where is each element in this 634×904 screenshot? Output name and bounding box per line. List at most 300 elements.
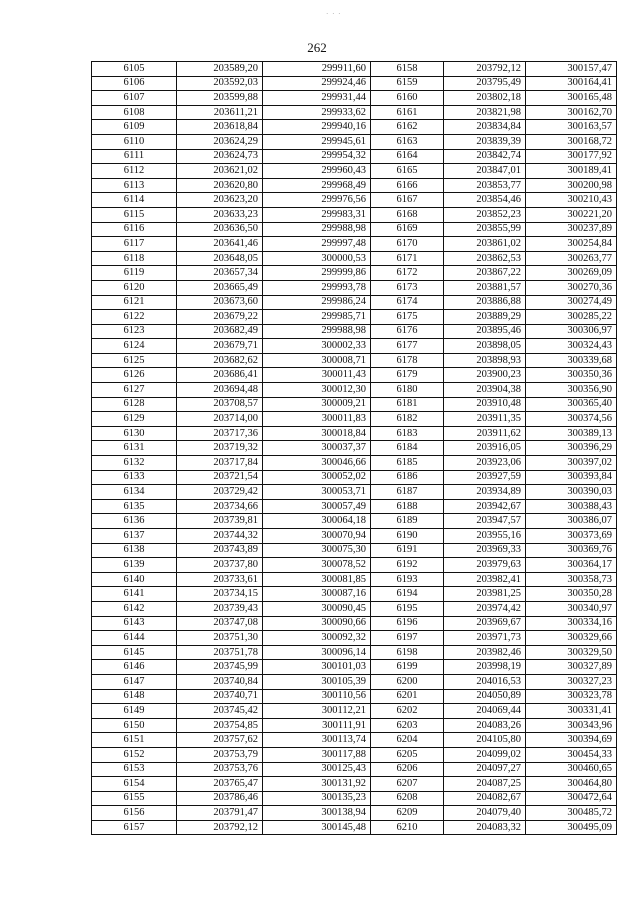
y-coordinate-cell: 300393,84 (526, 470, 617, 485)
y-coordinate-cell: 300327,89 (526, 660, 617, 675)
x-coordinate-cell: 203599,88 (177, 91, 263, 106)
x-coordinate-cell: 203904,38 (444, 383, 526, 398)
table-row (92, 485, 617, 500)
y-coordinate-cell: 299940,16 (263, 120, 371, 135)
y-coordinate-cell: 300081,85 (263, 572, 371, 587)
x-coordinate-cell: 203852,23 (444, 207, 526, 222)
x-coordinate-cell: 203802,18 (444, 91, 526, 106)
x-coordinate-cell: 203747,08 (177, 616, 263, 631)
x-coordinate-cell: 203734,66 (177, 499, 263, 514)
y-coordinate-cell: 300177,92 (526, 149, 617, 164)
table-row (92, 353, 617, 368)
y-coordinate-cell: 300397,02 (526, 456, 617, 471)
x-coordinate-cell: 203714,00 (177, 412, 263, 427)
x-coordinate-cell: 203981,25 (444, 587, 526, 602)
x-coordinate-cell: 203721,54 (177, 470, 263, 485)
point-number-cell: 6205 (371, 747, 444, 762)
table-row (92, 470, 617, 485)
y-coordinate-cell: 300324,43 (526, 339, 617, 354)
table-row (92, 587, 617, 602)
y-coordinate-cell: 299988,98 (263, 222, 371, 237)
point-number-cell: 6191 (371, 543, 444, 558)
point-number-cell: 6127 (92, 383, 177, 398)
y-coordinate-cell: 300189,41 (526, 164, 617, 179)
point-number-cell: 6203 (371, 718, 444, 733)
y-coordinate-cell: 300008,71 (263, 353, 371, 368)
x-coordinate-cell: 203665,49 (177, 280, 263, 295)
y-coordinate-cell: 300339,68 (526, 353, 617, 368)
y-coordinate-cell: 300057,49 (263, 499, 371, 514)
table-row (92, 237, 617, 252)
y-coordinate-cell: 300009,21 (263, 397, 371, 412)
table-row (92, 529, 617, 544)
y-coordinate-cell: 300070,94 (263, 529, 371, 544)
table-row (92, 747, 617, 762)
x-coordinate-cell: 203729,42 (177, 485, 263, 500)
table-row (92, 499, 617, 514)
point-number-cell: 6184 (371, 441, 444, 456)
x-coordinate-cell: 203969,33 (444, 543, 526, 558)
y-coordinate-cell: 300090,45 (263, 601, 371, 616)
x-coordinate-cell: 203927,59 (444, 470, 526, 485)
point-number-cell: 6176 (371, 324, 444, 339)
x-coordinate-cell: 203947,57 (444, 514, 526, 529)
x-coordinate-cell: 203739,43 (177, 601, 263, 616)
y-coordinate-cell: 300343,96 (526, 718, 617, 733)
point-number-cell: 6173 (371, 280, 444, 295)
point-number-cell: 6141 (92, 587, 177, 602)
y-coordinate-cell: 300012,30 (263, 383, 371, 398)
point-number-cell: 6119 (92, 266, 177, 281)
point-number-cell: 6142 (92, 601, 177, 616)
scan-speck: · · · (326, 10, 342, 18)
y-coordinate-cell: 300329,66 (526, 631, 617, 646)
x-coordinate-cell: 203717,84 (177, 456, 263, 471)
y-coordinate-cell: 299993,78 (263, 280, 371, 295)
y-coordinate-cell: 300472,64 (526, 791, 617, 806)
point-number-cell: 6111 (92, 149, 177, 164)
table-row (92, 412, 617, 427)
x-coordinate-cell: 203854,46 (444, 193, 526, 208)
x-coordinate-cell: 203898,05 (444, 339, 526, 354)
table-row (92, 674, 617, 689)
y-coordinate-cell: 300340,97 (526, 601, 617, 616)
table-row (92, 791, 617, 806)
y-coordinate-cell: 300388,43 (526, 499, 617, 514)
point-number-cell: 6162 (371, 120, 444, 135)
point-number-cell: 6131 (92, 441, 177, 456)
x-coordinate-cell: 203648,05 (177, 251, 263, 266)
y-coordinate-cell: 299997,48 (263, 237, 371, 252)
x-coordinate-cell: 203834,84 (444, 120, 526, 135)
x-coordinate-cell: 203765,47 (177, 777, 263, 792)
point-number-cell: 6167 (371, 193, 444, 208)
x-coordinate-cell: 203682,49 (177, 324, 263, 339)
y-coordinate-cell: 300327,23 (526, 674, 617, 689)
point-number-cell: 6121 (92, 295, 177, 310)
x-coordinate-cell: 203679,71 (177, 339, 263, 354)
point-number-cell: 6120 (92, 280, 177, 295)
point-number-cell: 6154 (92, 777, 177, 792)
y-coordinate-cell: 300386,07 (526, 514, 617, 529)
x-coordinate-cell: 203861,02 (444, 237, 526, 252)
x-coordinate-cell: 203682,62 (177, 353, 263, 368)
table-row (92, 266, 617, 281)
x-coordinate-cell: 203633,23 (177, 207, 263, 222)
y-coordinate-cell: 299983,31 (263, 207, 371, 222)
point-number-cell: 6172 (371, 266, 444, 281)
x-coordinate-cell: 203821,98 (444, 105, 526, 120)
x-coordinate-cell: 203694,48 (177, 383, 263, 398)
table-row (92, 310, 617, 325)
table-row (92, 91, 617, 106)
table-row (92, 76, 617, 91)
point-number-cell: 6146 (92, 660, 177, 675)
y-coordinate-cell: 300373,69 (526, 529, 617, 544)
table-row (92, 383, 617, 398)
x-coordinate-cell: 204016,53 (444, 674, 526, 689)
table-row (92, 660, 617, 675)
y-coordinate-cell: 299931,44 (263, 91, 371, 106)
x-coordinate-cell: 203911,35 (444, 412, 526, 427)
point-number-cell: 6200 (371, 674, 444, 689)
y-coordinate-cell: 300046,66 (263, 456, 371, 471)
y-coordinate-cell: 300460,65 (526, 762, 617, 777)
x-coordinate-cell: 203753,79 (177, 747, 263, 762)
x-coordinate-cell: 203955,16 (444, 529, 526, 544)
x-coordinate-cell: 203717,36 (177, 426, 263, 441)
x-coordinate-cell: 204087,25 (444, 777, 526, 792)
table-row (92, 368, 617, 383)
y-coordinate-cell: 300350,36 (526, 368, 617, 383)
point-number-cell: 6106 (92, 76, 177, 91)
point-number-cell: 6166 (371, 178, 444, 193)
point-number-cell: 6132 (92, 456, 177, 471)
x-coordinate-cell: 203969,67 (444, 616, 526, 631)
x-coordinate-cell: 203623,20 (177, 193, 263, 208)
point-number-cell: 6194 (371, 587, 444, 602)
coordinates-table (91, 61, 617, 835)
table-row (92, 514, 617, 529)
x-coordinate-cell: 203733,61 (177, 572, 263, 587)
x-coordinate-cell: 203636,50 (177, 222, 263, 237)
point-number-cell: 6107 (92, 91, 177, 106)
y-coordinate-cell: 300389,13 (526, 426, 617, 441)
y-coordinate-cell: 299976,56 (263, 193, 371, 208)
point-number-cell: 6208 (371, 791, 444, 806)
y-coordinate-cell: 300163,57 (526, 120, 617, 135)
point-number-cell: 6187 (371, 485, 444, 500)
x-coordinate-cell: 203589,20 (177, 62, 263, 77)
point-number-cell: 6110 (92, 134, 177, 149)
point-number-cell: 6207 (371, 777, 444, 792)
point-number-cell: 6160 (371, 91, 444, 106)
y-coordinate-cell: 299945,61 (263, 134, 371, 149)
table-row (92, 718, 617, 733)
point-number-cell: 6174 (371, 295, 444, 310)
point-number-cell: 6112 (92, 164, 177, 179)
y-coordinate-cell: 299933,62 (263, 105, 371, 120)
y-coordinate-cell: 300113,74 (263, 733, 371, 748)
y-coordinate-cell: 300254,84 (526, 237, 617, 252)
y-coordinate-cell: 300110,56 (263, 689, 371, 704)
point-number-cell: 6147 (92, 674, 177, 689)
x-coordinate-cell: 203611,21 (177, 105, 263, 120)
x-coordinate-cell: 203942,67 (444, 499, 526, 514)
table-row (92, 762, 617, 777)
y-coordinate-cell: 299986,24 (263, 295, 371, 310)
x-coordinate-cell: 203673,60 (177, 295, 263, 310)
y-coordinate-cell: 299960,43 (263, 164, 371, 179)
y-coordinate-cell: 299988,98 (263, 324, 371, 339)
point-number-cell: 6183 (371, 426, 444, 441)
y-coordinate-cell: 300090,66 (263, 616, 371, 631)
point-number-cell: 6210 (371, 820, 444, 835)
y-coordinate-cell: 300105,39 (263, 674, 371, 689)
y-coordinate-cell: 300200,98 (526, 178, 617, 193)
y-coordinate-cell: 300394,69 (526, 733, 617, 748)
x-coordinate-cell: 203792,12 (444, 62, 526, 77)
x-coordinate-cell: 203734,15 (177, 587, 263, 602)
y-coordinate-cell: 300002,33 (263, 339, 371, 354)
y-coordinate-cell: 300369,76 (526, 543, 617, 558)
point-number-cell: 6170 (371, 237, 444, 252)
x-coordinate-cell: 203923,06 (444, 456, 526, 471)
point-number-cell: 6144 (92, 631, 177, 646)
x-coordinate-cell: 203744,32 (177, 529, 263, 544)
y-coordinate-cell: 300390,03 (526, 485, 617, 500)
point-number-cell: 6199 (371, 660, 444, 675)
point-number-cell: 6134 (92, 485, 177, 500)
point-number-cell: 6175 (371, 310, 444, 325)
point-number-cell: 6117 (92, 237, 177, 252)
table-row (92, 689, 617, 704)
y-coordinate-cell: 300274,49 (526, 295, 617, 310)
table-row (92, 134, 617, 149)
table-row (92, 631, 617, 646)
point-number-cell: 6192 (371, 558, 444, 573)
point-number-cell: 6128 (92, 397, 177, 412)
x-coordinate-cell: 203998,19 (444, 660, 526, 675)
y-coordinate-cell: 299999,86 (263, 266, 371, 281)
y-coordinate-cell: 300064,18 (263, 514, 371, 529)
table-row (92, 222, 617, 237)
point-number-cell: 6189 (371, 514, 444, 529)
point-number-cell: 6136 (92, 514, 177, 529)
y-coordinate-cell: 300011,83 (263, 412, 371, 427)
point-number-cell: 6180 (371, 383, 444, 398)
point-number-cell: 6118 (92, 251, 177, 266)
table-row (92, 820, 617, 835)
y-coordinate-cell: 299954,32 (263, 149, 371, 164)
table-row (92, 601, 617, 616)
table-row (92, 164, 617, 179)
y-coordinate-cell: 300164,41 (526, 76, 617, 91)
point-number-cell: 6198 (371, 645, 444, 660)
x-coordinate-cell: 203847,01 (444, 164, 526, 179)
y-coordinate-cell: 300037,37 (263, 441, 371, 456)
x-coordinate-cell: 204099,02 (444, 747, 526, 762)
y-coordinate-cell: 300087,16 (263, 587, 371, 602)
point-number-cell: 6177 (371, 339, 444, 354)
y-coordinate-cell: 300464,80 (526, 777, 617, 792)
table-row (92, 733, 617, 748)
point-number-cell: 6202 (371, 704, 444, 719)
table-row (92, 339, 617, 354)
y-coordinate-cell: 300396,29 (526, 441, 617, 456)
x-coordinate-cell: 203791,47 (177, 806, 263, 821)
point-number-cell: 6188 (371, 499, 444, 514)
table-row (92, 105, 617, 120)
table-row (92, 645, 617, 660)
point-number-cell: 6196 (371, 616, 444, 631)
table-row (92, 149, 617, 164)
point-number-cell: 6113 (92, 178, 177, 193)
point-number-cell: 6153 (92, 762, 177, 777)
point-number-cell: 6186 (371, 470, 444, 485)
x-coordinate-cell: 204079,40 (444, 806, 526, 821)
x-coordinate-cell: 203979,63 (444, 558, 526, 573)
y-coordinate-cell: 300358,73 (526, 572, 617, 587)
x-coordinate-cell: 203679,22 (177, 310, 263, 325)
y-coordinate-cell: 300221,20 (526, 207, 617, 222)
x-coordinate-cell: 203745,99 (177, 660, 263, 675)
y-coordinate-cell: 300334,16 (526, 616, 617, 631)
y-coordinate-cell: 300495,09 (526, 820, 617, 835)
x-coordinate-cell: 203974,42 (444, 601, 526, 616)
y-coordinate-cell: 300350,28 (526, 587, 617, 602)
y-coordinate-cell: 300111,91 (263, 718, 371, 733)
x-coordinate-cell: 203624,29 (177, 134, 263, 149)
x-coordinate-cell: 203898,93 (444, 353, 526, 368)
point-number-cell: 6190 (371, 529, 444, 544)
y-coordinate-cell: 300112,21 (263, 704, 371, 719)
point-number-cell: 6185 (371, 456, 444, 471)
y-coordinate-cell: 300165,48 (526, 91, 617, 106)
table-row (92, 178, 617, 193)
x-coordinate-cell: 204082,67 (444, 791, 526, 806)
y-coordinate-cell: 300454,33 (526, 747, 617, 762)
y-coordinate-cell: 300356,90 (526, 383, 617, 398)
y-coordinate-cell: 300331,41 (526, 704, 617, 719)
table-row (92, 456, 617, 471)
x-coordinate-cell: 203620,80 (177, 178, 263, 193)
table-row (92, 572, 617, 587)
y-coordinate-cell: 300075,30 (263, 543, 371, 558)
x-coordinate-cell: 203911,62 (444, 426, 526, 441)
x-coordinate-cell: 203686,41 (177, 368, 263, 383)
y-coordinate-cell: 300052,02 (263, 470, 371, 485)
point-number-cell: 6195 (371, 601, 444, 616)
x-coordinate-cell: 203751,78 (177, 645, 263, 660)
table-row (92, 62, 617, 77)
point-number-cell: 6148 (92, 689, 177, 704)
y-coordinate-cell: 300157,47 (526, 62, 617, 77)
point-number-cell: 6130 (92, 426, 177, 441)
x-coordinate-cell: 203751,30 (177, 631, 263, 646)
x-coordinate-cell: 203792,12 (177, 820, 263, 835)
x-coordinate-cell: 203743,89 (177, 543, 263, 558)
x-coordinate-cell: 203757,62 (177, 733, 263, 748)
table-row (92, 207, 617, 222)
point-number-cell: 6108 (92, 105, 177, 120)
point-number-cell: 6149 (92, 704, 177, 719)
x-coordinate-cell: 203862,53 (444, 251, 526, 266)
x-coordinate-cell: 203855,99 (444, 222, 526, 237)
x-coordinate-cell: 203641,46 (177, 237, 263, 252)
table-row (92, 397, 617, 412)
point-number-cell: 6125 (92, 353, 177, 368)
x-coordinate-cell: 203900,23 (444, 368, 526, 383)
x-coordinate-cell: 203886,88 (444, 295, 526, 310)
x-coordinate-cell: 203740,84 (177, 674, 263, 689)
y-coordinate-cell: 300011,43 (263, 368, 371, 383)
y-coordinate-cell: 300374,56 (526, 412, 617, 427)
point-number-cell: 6161 (371, 105, 444, 120)
y-coordinate-cell: 300078,52 (263, 558, 371, 573)
point-number-cell: 6124 (92, 339, 177, 354)
point-number-cell: 6129 (92, 412, 177, 427)
y-coordinate-cell: 300053,71 (263, 485, 371, 500)
point-number-cell: 6158 (371, 62, 444, 77)
x-coordinate-cell: 203881,57 (444, 280, 526, 295)
x-coordinate-cell: 203592,03 (177, 76, 263, 91)
point-number-cell: 6164 (371, 149, 444, 164)
table-row (92, 120, 617, 135)
y-coordinate-cell: 300329,50 (526, 645, 617, 660)
point-number-cell: 6201 (371, 689, 444, 704)
point-number-cell: 6138 (92, 543, 177, 558)
y-coordinate-cell: 300168,72 (526, 134, 617, 149)
page-number: 262 (307, 40, 327, 55)
point-number-cell: 6168 (371, 207, 444, 222)
table-row (92, 251, 617, 266)
point-number-cell: 6133 (92, 470, 177, 485)
point-number-cell: 6182 (371, 412, 444, 427)
x-coordinate-cell: 203753,76 (177, 762, 263, 777)
x-coordinate-cell: 203719,32 (177, 441, 263, 456)
point-number-cell: 6143 (92, 616, 177, 631)
y-coordinate-cell: 300117,88 (263, 747, 371, 762)
y-coordinate-cell: 300145,48 (263, 820, 371, 835)
y-coordinate-cell: 300263,77 (526, 251, 617, 266)
table-row (92, 616, 617, 631)
y-coordinate-cell: 300131,92 (263, 777, 371, 792)
point-number-cell: 6204 (371, 733, 444, 748)
point-number-cell: 6179 (371, 368, 444, 383)
point-number-cell: 6152 (92, 747, 177, 762)
y-coordinate-cell: 300138,94 (263, 806, 371, 821)
x-coordinate-cell: 203618,84 (177, 120, 263, 135)
point-number-cell: 6209 (371, 806, 444, 821)
point-number-cell: 6139 (92, 558, 177, 573)
x-coordinate-cell: 203853,77 (444, 178, 526, 193)
x-coordinate-cell: 203895,46 (444, 324, 526, 339)
table-row (92, 295, 617, 310)
x-coordinate-cell: 203708,57 (177, 397, 263, 412)
point-number-cell: 6123 (92, 324, 177, 339)
point-number-cell: 6114 (92, 193, 177, 208)
x-coordinate-cell: 203624,73 (177, 149, 263, 164)
table-row (92, 806, 617, 821)
point-number-cell: 6159 (371, 76, 444, 91)
x-coordinate-cell: 203657,34 (177, 266, 263, 281)
coordinates-table-body (92, 62, 617, 835)
point-number-cell: 6197 (371, 631, 444, 646)
y-coordinate-cell: 300364,17 (526, 558, 617, 573)
x-coordinate-cell: 203737,80 (177, 558, 263, 573)
point-number-cell: 6105 (92, 62, 177, 77)
